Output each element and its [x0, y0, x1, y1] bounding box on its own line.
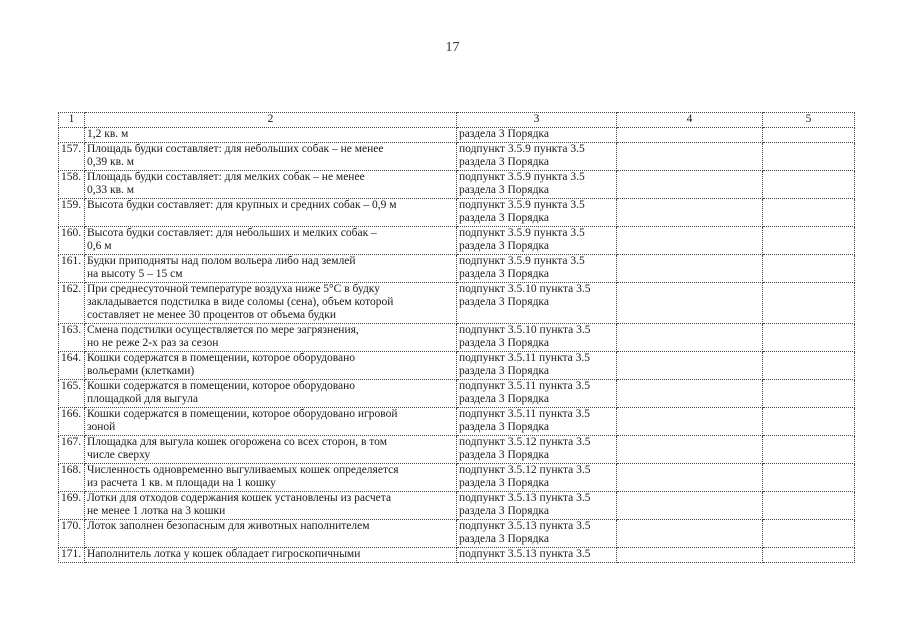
item-number: 169.: [59, 492, 85, 520]
table-row: [59, 520, 855, 548]
regulation-reference: подпункт 3.5.11 пункта 3.5 раздела 3 Порядка: [457, 352, 617, 380]
item-number: 171.: [59, 548, 85, 563]
item-number: 161.: [59, 255, 85, 283]
table-header-row: [59, 113, 855, 128]
item-number: 164.: [59, 352, 85, 380]
column-5-cell: [763, 464, 855, 492]
regulation-reference: подпункт 3.5.9 пункта 3.5 раздела 3 Порядка: [457, 255, 617, 283]
column-4-cell: [617, 324, 763, 352]
column-5-cell: [763, 171, 855, 199]
page-number: 17: [445, 40, 460, 55]
table-row: [59, 408, 855, 436]
table-row: [59, 143, 855, 171]
column-5-cell: [763, 255, 855, 283]
requirement-text: Высота будки составляет: для крупных и средних собак – 0,9 м: [85, 199, 457, 227]
requirement-text: Площадь будки составляет: для небольших собак – не менее 0,39 кв. м: [85, 143, 457, 171]
column-5-cell: [763, 283, 855, 324]
table-row: [59, 492, 855, 520]
item-number: 162.: [59, 283, 85, 324]
regulation-reference: подпункт 3.5.13 пункта 3.5 раздела 3 Порядка: [457, 492, 617, 520]
column-4-cell: [617, 408, 763, 436]
requirement-text: Кошки содержатся в помещении, которое оборудовано игровой зоной: [85, 408, 457, 436]
column-4-cell: [617, 227, 763, 255]
item-number: 157.: [59, 143, 85, 171]
requirement-text: Площадка для выгула кошек огорожена со всех сторон, в том числе сверху: [85, 436, 457, 464]
regulation-reference: раздела 3 Порядка: [457, 128, 617, 143]
column-5-cell: [763, 352, 855, 380]
regulation-reference: подпункт 3.5.12 пункта 3.5 раздела 3 Порядка: [457, 436, 617, 464]
table-row: [59, 436, 855, 464]
requirement-text: При среднесуточной температуре воздуха ниже 5°С в будку закладывается подстилка в виде соломы (сена), объем которой составляет не менее 30 процентов от объема будки: [85, 283, 457, 324]
column-5-cell: [763, 408, 855, 436]
column-4-cell: [617, 548, 763, 563]
table-body: [59, 128, 855, 563]
table-row: [59, 380, 855, 408]
column-4-cell: [617, 436, 763, 464]
column-5-cell: [763, 520, 855, 548]
column-4-cell: [617, 464, 763, 492]
column-header: 2: [85, 113, 457, 128]
column-4-cell: [617, 143, 763, 171]
item-number: 167.: [59, 436, 85, 464]
requirement-text: Кошки содержатся в помещении, которое оборудовано вольерами (клетками): [85, 352, 457, 380]
item-number: 158.: [59, 171, 85, 199]
column-5-cell: [763, 380, 855, 408]
checklist-table: [58, 112, 855, 563]
table-row: [59, 128, 855, 143]
table-row: [59, 464, 855, 492]
column-header: 4: [617, 113, 763, 128]
column-4-cell: [617, 283, 763, 324]
table-row: [59, 227, 855, 255]
column-4-cell: [617, 199, 763, 227]
column-4-cell: [617, 352, 763, 380]
column-header: 3: [457, 113, 617, 128]
item-number: 166.: [59, 408, 85, 436]
regulation-reference: подпункт 3.5.9 пункта 3.5 раздела 3 Порядка: [457, 143, 617, 171]
item-number: 168.: [59, 464, 85, 492]
regulation-reference: подпункт 3.5.13 пункта 3.5 раздела 3 Порядка: [457, 520, 617, 548]
requirement-text: Высота будки составляет: для небольших и мелких собак – 0,6 м: [85, 227, 457, 255]
table-row: [59, 283, 855, 324]
column-5-cell: [763, 324, 855, 352]
requirement-text: Лотки для отходов содержания кошек установлены из расчета не менее 1 лотка на 3 кошки: [85, 492, 457, 520]
table-row: [59, 171, 855, 199]
regulation-reference: подпункт 3.5.11 пункта 3.5 раздела 3 Порядка: [457, 380, 617, 408]
column-5-cell: [763, 143, 855, 171]
regulation-reference: подпункт 3.5.10 пункта 3.5 раздела 3 Порядка: [457, 283, 617, 324]
requirement-text: Наполнитель лотка у кошек обладает гигроскопичными: [85, 548, 457, 563]
column-4-cell: [617, 520, 763, 548]
column-4-cell: [617, 255, 763, 283]
table-row: [59, 199, 855, 227]
regulation-reference: подпункт 3.5.11 пункта 3.5 раздела 3 Порядка: [457, 408, 617, 436]
table-row: [59, 548, 855, 563]
requirement-text: Лоток заполнен безопасным для животных наполнителем: [85, 520, 457, 548]
item-number: [59, 128, 85, 143]
column-4-cell: [617, 128, 763, 143]
column-4-cell: [617, 380, 763, 408]
requirement-text: 1,2 кв. м: [85, 128, 457, 143]
table-row: [59, 352, 855, 380]
column-5-cell: [763, 436, 855, 464]
requirement-text: Численность одновременно выгуливаемых кошек определяется из расчета 1 кв. м площади на 1 кошку: [85, 464, 457, 492]
column-4-cell: [617, 171, 763, 199]
item-number: 170.: [59, 520, 85, 548]
regulation-reference: подпункт 3.5.9 пункта 3.5 раздела 3 Порядка: [457, 171, 617, 199]
table-row: [59, 255, 855, 283]
column-5-cell: [763, 199, 855, 227]
table-row: [59, 324, 855, 352]
item-number: 160.: [59, 227, 85, 255]
regulation-reference: подпункт 3.5.12 пункта 3.5 раздела 3 Порядка: [457, 464, 617, 492]
regulation-reference: подпункт 3.5.10 пункта 3.5 раздела 3 Порядка: [457, 324, 617, 352]
column-header: 5: [763, 113, 855, 128]
column-5-cell: [763, 548, 855, 563]
requirement-text: Смена подстилки осуществляется по мере загрязнения, но не реже 2-х раз за сезон: [85, 324, 457, 352]
column-4-cell: [617, 492, 763, 520]
item-number: 165.: [59, 380, 85, 408]
requirement-text: Будки приподняты над полом вольера либо над землей на высоту 5 – 15 см: [85, 255, 457, 283]
column-5-cell: [763, 128, 855, 143]
item-number: 163.: [59, 324, 85, 352]
column-5-cell: [763, 492, 855, 520]
column-header: 1: [59, 113, 85, 128]
requirement-text: Кошки содержатся в помещении, которое оборудовано площадкой для выгула: [85, 380, 457, 408]
requirement-text: Площадь будки составляет: для мелких собак – не менее 0,33 кв. м: [85, 171, 457, 199]
regulation-reference: подпункт 3.5.9 пункта 3.5 раздела 3 Порядка: [457, 199, 617, 227]
item-number: 159.: [59, 199, 85, 227]
column-5-cell: [763, 227, 855, 255]
regulation-reference: подпункт 3.5.13 пункта 3.5: [457, 548, 617, 563]
regulation-reference: подпункт 3.5.9 пункта 3.5 раздела 3 Порядка: [457, 227, 617, 255]
